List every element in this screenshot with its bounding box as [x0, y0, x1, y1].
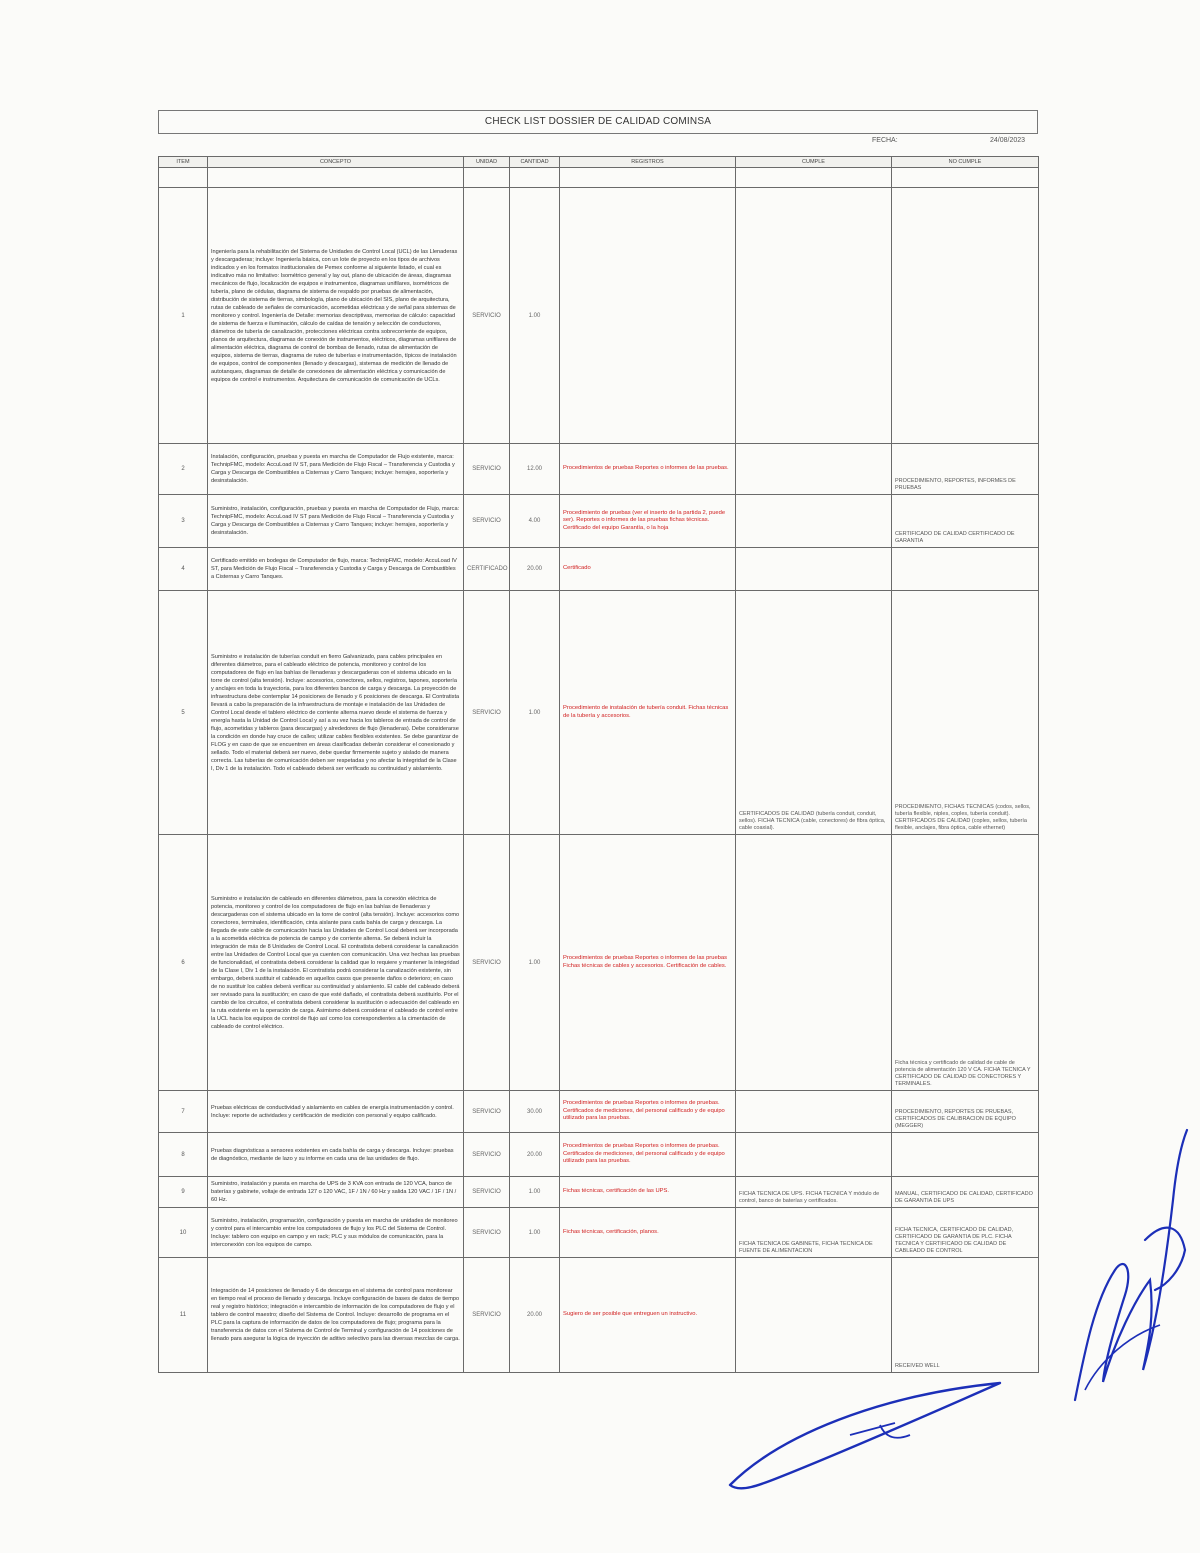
cantidad-cell: 12.00: [510, 444, 560, 495]
unidad-cell: CERTIFICADO: [464, 548, 510, 591]
cantidad-cell: 1.00: [510, 188, 560, 444]
concepto-cell: Instalación, configuración, pruebas y puesta en marcha de Computador de Flujo existente, marca: TechnipFMC, modelo: AccuLoad IV ST, para Medición de Flujo Fiscal – Transferencia y Custodia y Carga y Descarga de Combustibles a Cisternas y Carro Tanques; incluye: herrajes, soportería y desinstalación.: [208, 444, 464, 495]
spacer-row: [159, 168, 1039, 188]
registros-cell: Procedimiento de instalación de tubería conduit. Fichas técnicas de la tubería y accesorios.: [560, 591, 736, 835]
no-cumple-cell: [892, 1133, 1039, 1177]
cantidad-cell: 20.00: [510, 1258, 560, 1373]
cumple-cell: [736, 444, 892, 495]
table-row: [159, 188, 1039, 444]
no-cumple-cell: PROCEDIMIENTO, FICHAS TECNICAS (codos, sellos, tubería flexible, niples, coples, tubería conduit). CERTIFICADOS DE CALIDAD (coples, sellos, tubería flexible, anclajes, fibra óptica, cable ethernet): [892, 591, 1039, 835]
registros-cell: Fichas técnicas, certificación de las UPS.: [560, 1177, 736, 1208]
concepto-cell: Suministro, instalación, programación, configuración y puesta en marcha de unidades de monitoreo y control para el intercambio entre los computadores de flujo y los PLC del Sistema de Control. Incluye: tablero con equipo en campo y en rack; PLC y sus módulos de comunicación, para la interconexión con los equipos de campo.: [208, 1208, 464, 1258]
cantidad-cell: 1.00: [510, 835, 560, 1091]
cantidad-cell: 1.00: [510, 1208, 560, 1258]
concepto-cell: Suministro, instalación, configuración, pruebas y puesta en marcha de Computador de Flujo, marca: TechnipFMC, modelo: AccuLoad IV ST para Medición de Flujo Fiscal – Transferencia y Custodia y Carga y Descarga de Combustibles a Cisternas y Carro Tanques; incluye: herrajes, soportería y desinstalación.: [208, 495, 464, 548]
item-number: 5: [159, 591, 208, 835]
item-number: 10: [159, 1208, 208, 1258]
column-header-cumple: CUMPLE: [736, 157, 892, 168]
item-number: 9: [159, 1177, 208, 1208]
unidad-cell: SERVICIO: [464, 1258, 510, 1373]
cumple-cell: [736, 1258, 892, 1373]
item-number: 4: [159, 548, 208, 591]
column-header-unidad: UNIDAD: [464, 157, 510, 168]
registros-cell: [560, 188, 736, 444]
cantidad-cell: 20.00: [510, 548, 560, 591]
concepto-cell: Suministro e instalación de tuberías conduit en fierro Galvanizado, para cables principales en diferentes diámetros, para el cableado eléctrico de potencia, monitoreo y control de los computadores de flujo en las bahías de llenaderas y descargaderas con el sistema ubicado en la torre de control (alta tensión). Incluye: accesorios, conectores, sellos, registros, tapones, soportería y anclajes en toda la trayectoria, para los diferentes bancos de carga y descarga. La proyección de infraestructura debe contemplar 14 posiciones de llenado y 6 posiciones de descarga. El Contratista llevará a cabo la preparación de la infraestructura de montaje e instalación de las Unidades de Control Local desde el tablero eléctrico de corriente alterna nuevo desde el sistema de fuerza y energía hasta la Unidad de Control Local y así a su vez hacia los tableros de entrada de control de flujo, acometidas y tableros (para descargas) y alrededores de flujo (llenaderas). Debe considerarse la condición en donde hay cruce de calles; utilizar cables flexibles existentes. Se debe garantizar de FLOG y en caso de que se encuentren en áreas clasificadas deberán considerar el conexionado y sellado. Todo el material deberá ser nuevo, debe quedar firmemente sujeto y aislado de manera correcta. Las tuberías de comunicación deben ser respetadas y no afectar la integridad de la Clase I, Div 1 de la instalación. Todo el cableado deberá ser verificado su continuidad y aislamiento.: [208, 591, 464, 835]
cumple-cell: [736, 1133, 892, 1177]
cantidad-cell: 1.00: [510, 1177, 560, 1208]
cumple-cell: [736, 188, 892, 444]
table-row: [159, 1091, 1039, 1133]
concepto-cell: Ingeniería para la rehabilitación del Sistema de Unidades de Control Local (UCL) de las Llenaderas y descargaderas; incluye: Ingeniería básica, con un lote de proyecto en los tipos de archivos indicados y en los formatos institucionales de Pemex conforme al siguiente listado, el cual es indicativo más no limitativo: Isométrico general y lay out, plano de ubicación de áreas, diagramas mecánicos de flujo, localización de equipos e instrumentos, diagramas unifilares, isométricos de tubería, plano de cédulas, diagrama de sistema de respaldo por pruebas de alimentación, distribución de sistema de tierras, simbología, plano de ubicación del SIS, plano de arquitectura, rutas de cableado de señales de comunicación, acometidas eléctricas y de señal para sistemas de monitoreo y control. Ingeniería de Detalle: memorias descriptivas, memorias de cálculo: capacidad de sistema de fuerza e iluminación, cálculo de caídas de tensión y selección de conductores, diámetros de tubería de canalización, protecciones eléctricas contra sobrecorriente de equipos, planos de arquitectura, diagramas de conexión de instrumentos, eléctricos, diagramas unifilares de alimentación eléctrica, diagrama de control de bombas de llenado, rutas de alimentación de equipos, sistema de tierras, diagrama de ruteo de tuberías e instrumentación, típicos de instalación de equipos, control de componentes (llenado y descargas), sistemas de medición de llenado de autotanques, diagramas de detalle de conexiones de alimentación eléctrica y comunicación de equipos de control e instrumentos. Arquitectura de comunicación de comunicación de UCLs.: [208, 188, 464, 444]
column-header-registros: REGISTROS: [560, 157, 736, 168]
registros-cell: Procedimientos de pruebas Reportes o informes de pruebas. Certificados de mediciones, del personal calificado y de equipo utilizado para las pruebas.: [560, 1133, 736, 1177]
concepto-cell: Suministro e instalación de cableado en diferentes diámetros, para la conexión eléctrica de potencia, monitoreo y control de los computadores de flujo en las bahías de llenaderas y descargaderas con el sistema ubicado en la torre de control (alta tensión). Incluye: accesorios como conectores, terminales, identificación, cinta aislante para cada bahía de carga y descarga. La llegada de este cable de comunicación hacia las Unidades de Control Local deberá ser incorporada a la acometida eléctrica de potencia de campo y de corriente alterna. Se deberá incluir la integración de más de 8 Unidades de Control Local. El contratista deberá considerar la canalización entre las Unidades de Control Local que ya cuenten con comunicación. Una vez hechas las pruebas de funcionalidad, el contratista deberá considerar la calidad que lo requiere y mantener la integridad de la Clase I, Div 1 de la instalación. El contratista podrá considerar la canalización existente, sin embargo, deberá sustituir el cableado en aquellos casos que presente daños o deterioro; en caso de no sustituir los cables deberá verificar su continuidad y aislamiento. El cable del cableado deberá ser revisado para la sustitución; en caso de que esté dañado, el contratista deberá sustituirlo. Por el cambio de los circuitos, el contratista deberá considerar la sustitución o adecuación del cableado en la ruta existente en la operación de carga. Asimismo deberá considerar el cableado de control entre la UCL hacia los equipos de control de flujo así como los correspondientes a la cimentación de cableado de control eléctrico.: [208, 835, 464, 1091]
item-number: 11: [159, 1258, 208, 1373]
registros-cell: Sugiero de ser posible que entreguen un instructivo.: [560, 1258, 736, 1373]
table-row: [159, 495, 1039, 548]
concepto-cell: Suministro, instalación y puesta en marcha de UPS de 3 KVA con entrada de 120 VCA, banco de baterías y gabinete, voltaje de entrada 127 o 120 VAC, 1F / 1N / 60 Hz y salida 120 VAC / 1F / 1N / 60 Hz.: [208, 1177, 464, 1208]
document-title: CHECK LIST DOSSIER DE CALIDAD COMINSA: [158, 110, 1038, 134]
no-cumple-cell: RECEIVED WELL: [892, 1258, 1039, 1373]
no-cumple-cell: [892, 188, 1039, 444]
unidad-cell: SERVICIO: [464, 591, 510, 835]
concepto-cell: Integración de 14 posiciones de llenado y 6 de descarga en el sistema de control para monitorear en tiempo real el proceso de llenado y descarga. Incluye configuración de bases de datos de tiempo real y registro histórico; integración e intercambio de información de los computadores de flujo y el tablero de control maestro; diseño del Sistema de Control. Incluye: desarrollo de programa en el PLC para la captura de información de datos de los computadores de flujo; programa para la transferencia de datos con el Sistema de Control de Terminal y configuración de 14 posiciones de llenado para asegurar la lógica de inyección de aditivo selectivo para las diversas mezclas de carga.: [208, 1258, 464, 1373]
cumple-cell: FICHA TECNICA DE GABINETE, FICHA TECNICA DE FUENTE DE ALIMENTACION: [736, 1208, 892, 1258]
cantidad-cell: 4.00: [510, 495, 560, 548]
no-cumple-cell: PROCEDIMIENTO, REPORTES, INFORMES DE PRUEBAS: [892, 444, 1039, 495]
checklist-table: [158, 156, 1039, 1373]
no-cumple-cell: CERTIFICADO DE CALIDAD CERTIFICADO DE GARANTIA: [892, 495, 1039, 548]
table-row: [159, 1177, 1039, 1208]
unidad-cell: SERVICIO: [464, 1133, 510, 1177]
cumple-cell: [736, 495, 892, 548]
cantidad-cell: 20.00: [510, 1133, 560, 1177]
item-number: 1: [159, 188, 208, 444]
no-cumple-cell: PROCEDIMIENTO, REPORTES DE PRUEBAS, CERTIFICADOS DE CALIBRACION DE EQUIPO (MEGGER): [892, 1091, 1039, 1133]
registros-cell: Procedimientos de pruebas Reportes o informes de las pruebas Fichas técnicas de cables y accesorios. Certificación de cables.: [560, 835, 736, 1091]
unidad-cell: SERVICIO: [464, 1091, 510, 1133]
date-label: FECHA:: [872, 137, 898, 144]
unidad-cell: SERVICIO: [464, 444, 510, 495]
table-row: [159, 1133, 1039, 1177]
table-row: [159, 444, 1039, 495]
registros-cell: Certificado: [560, 548, 736, 591]
cumple-cell: FICHA TECNICA DE UPS. FICHA TECNICA Y módulo de control, banco de baterías y certificados.: [736, 1177, 892, 1208]
registros-cell: Procedimientos de pruebas Reportes o informes de las pruebas.: [560, 444, 736, 495]
cumple-cell: [736, 548, 892, 591]
date-value: 24/08/2023: [990, 137, 1026, 144]
cantidad-cell: 30.00: [510, 1091, 560, 1133]
no-cumple-cell: FICHA TECNICA, CERTIFICADO DE CALIDAD, CERTIFICADO DE GARANTIA DE PLC. FICHA TECNICA Y CERTIFICADO DE CALIDAD DE CABLEADO DE CONTROL: [892, 1208, 1039, 1258]
concepto-cell: Certificado emitido en bodegas de Computador de flujo, marca: TechnipFMC, modelo: AccuLoad IV ST, para Medición de Flujo Fiscal – Transferencia y Custodia y Carga y Descarga de Combustibles a Cisternas y Carro Tanques.: [208, 548, 464, 591]
concepto-cell: Pruebas eléctricas de conductividad y aislamiento en cables de energía instrumentación y control. Incluye: reporte de actividades y certificación de medición con personal y equipo calificado.: [208, 1091, 464, 1133]
item-number: 2: [159, 444, 208, 495]
registros-cell: Procedimientos de pruebas Reportes o informes de pruebas. Certificados de mediciones, del personal calificado y de equipo utilizado para las pruebas.: [560, 1091, 736, 1133]
item-number: 3: [159, 495, 208, 548]
table-row: [159, 591, 1039, 835]
table-header-row: [159, 157, 1039, 168]
unidad-cell: SERVICIO: [464, 1208, 510, 1258]
handwritten-signature-right: [1055, 1120, 1195, 1420]
no-cumple-cell: Ficha técnica y certificado de calidad de cable de potencia de alimentación 120 V CA. FICHA TECNICA Y CERTIFICADO DE CALIDAD DE CONECTORES Y TERMINALES.: [892, 835, 1039, 1091]
concepto-cell: Pruebas diagnósticas a sensores existentes en cada bahía de carga y descarga. Incluye: pruebas de diagnóstico, mediante de lazo y su informe en cada una de las unidades de flujo.: [208, 1133, 464, 1177]
column-header-no-cumple: NO CUMPLE: [892, 157, 1039, 168]
item-number: 6: [159, 835, 208, 1091]
no-cumple-cell: MANUAL, CERTIFICADO DE CALIDAD, CERTIFICADO DE GARANTIA DE UPS: [892, 1177, 1039, 1208]
table-row: [159, 1258, 1039, 1373]
unidad-cell: SERVICIO: [464, 495, 510, 548]
item-number: 7: [159, 1091, 208, 1133]
item-number: 8: [159, 1133, 208, 1177]
table-row: [159, 1208, 1039, 1258]
cumple-cell: [736, 1091, 892, 1133]
cumple-cell: [736, 835, 892, 1091]
unidad-cell: SERVICIO: [464, 835, 510, 1091]
column-header-concepto: CONCEPTO: [208, 157, 464, 168]
no-cumple-cell: [892, 548, 1039, 591]
table-row: [159, 835, 1039, 1091]
column-header-cantidad: CANTIDAD: [510, 157, 560, 168]
unidad-cell: SERVICIO: [464, 1177, 510, 1208]
registros-cell: Fichas técnicas, certificación, planos.: [560, 1208, 736, 1258]
column-header-item: ITEM: [159, 157, 208, 168]
handwritten-signature-bottom: [720, 1375, 1020, 1505]
table-row: [159, 548, 1039, 591]
cantidad-cell: 1.00: [510, 591, 560, 835]
registros-cell: Procedimiento de pruebas (ver el inserto de la partida 2, puede ser). Reportes o informes de las pruebas fichas técnicas. Certificado del equipo Garantía, o la hoja: [560, 495, 736, 548]
unidad-cell: SERVICIO: [464, 188, 510, 444]
cumple-cell: CERTIFICADOS DE CALIDAD (tubería conduit, conduit, sellos). FICHA TECNICA (cable, conectores) de fibra óptica, cable coaxial).: [736, 591, 892, 835]
